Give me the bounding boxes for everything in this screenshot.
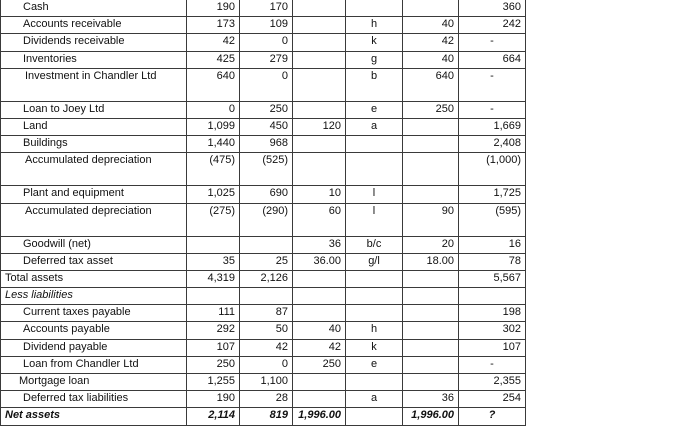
row-label-text: Accumulated depreciation xyxy=(25,154,152,167)
cell-c5 xyxy=(403,0,459,17)
row-label xyxy=(1,253,187,270)
row-label-text: Loan to Joey Ltd xyxy=(23,102,105,115)
table-row xyxy=(1,34,526,51)
row-label-text: Cash xyxy=(23,1,49,13)
cell-c1: 640 xyxy=(187,68,240,101)
cell-c3 xyxy=(293,288,346,305)
cell-c5: 36 xyxy=(403,391,459,408)
cell-c1: 190 xyxy=(187,0,240,17)
cell-c3: 250 xyxy=(293,356,346,373)
row-label-text: Deferred tax asset xyxy=(23,254,113,267)
cell-c5: 250 xyxy=(403,101,459,118)
row-label xyxy=(1,408,187,425)
cell-c6: 16 xyxy=(459,236,526,253)
worksheet-rows xyxy=(1,0,526,425)
cell-c6: 198 xyxy=(459,305,526,322)
cell-c2: 109 xyxy=(240,17,293,34)
cell-c1: 425 xyxy=(187,51,240,68)
cell-c6: - xyxy=(459,356,526,373)
cell-c1: (475) xyxy=(187,153,240,186)
cell-c4: e xyxy=(346,356,403,373)
row-label xyxy=(1,101,187,118)
table-row xyxy=(1,153,526,186)
cell-c6: (1,000) xyxy=(459,153,526,186)
cell-c4: l xyxy=(346,186,403,203)
row-label-text: Accounts receivable xyxy=(23,18,122,31)
cell-c1: 1,025 xyxy=(187,186,240,203)
cell-c2 xyxy=(240,236,293,253)
cell-c2: 170 xyxy=(240,0,293,17)
cell-c1: 35 xyxy=(187,253,240,270)
cell-c6: 360 xyxy=(459,0,526,17)
cell-c5 xyxy=(403,288,459,305)
cell-c5 xyxy=(403,118,459,135)
row-label-text: Buildings xyxy=(23,137,68,150)
cell-c4: h xyxy=(346,322,403,339)
cell-c5: 40 xyxy=(403,17,459,34)
row-label xyxy=(1,270,187,287)
cell-c6: 242 xyxy=(459,17,526,34)
cell-c1 xyxy=(187,288,240,305)
table-row xyxy=(1,288,526,305)
cell-c2: 28 xyxy=(240,391,293,408)
cell-c5 xyxy=(403,339,459,356)
cell-c6: 2,355 xyxy=(459,374,526,391)
cell-c6: ? xyxy=(459,408,526,425)
cell-c2: 968 xyxy=(240,136,293,153)
cell-c3 xyxy=(293,153,346,186)
row-label-text: Loan from Chandler Ltd xyxy=(23,357,139,370)
cell-c4: k xyxy=(346,339,403,356)
cell-c2: 2,126 xyxy=(240,270,293,287)
cell-c6 xyxy=(459,288,526,305)
table-row xyxy=(1,270,526,287)
table-row xyxy=(1,0,526,17)
cell-c5 xyxy=(403,186,459,203)
cell-c3: 10 xyxy=(293,186,346,203)
cell-c3: 40 xyxy=(293,322,346,339)
row-label xyxy=(1,17,187,34)
cell-c4 xyxy=(346,0,403,17)
table-row xyxy=(1,236,526,253)
cell-c3: 36 xyxy=(293,236,346,253)
row-label xyxy=(1,0,187,17)
cell-c3: 120 xyxy=(293,118,346,135)
cell-c3 xyxy=(293,68,346,101)
table-row xyxy=(1,186,526,203)
table-row xyxy=(1,408,526,425)
cell-c2: (290) xyxy=(240,203,293,236)
row-label xyxy=(1,391,187,408)
cell-c6: 5,567 xyxy=(459,270,526,287)
row-label-text: Deferred tax liabilities xyxy=(23,392,129,405)
cell-c6: 1,669 xyxy=(459,118,526,135)
cell-c2 xyxy=(240,288,293,305)
cell-c1: (275) xyxy=(187,203,240,236)
cell-c3 xyxy=(293,101,346,118)
cell-c5: 90 xyxy=(403,203,459,236)
row-label xyxy=(1,118,187,135)
cell-c4 xyxy=(346,408,403,425)
cell-c1: 0 xyxy=(187,101,240,118)
cell-c5 xyxy=(403,136,459,153)
cell-c5 xyxy=(403,374,459,391)
cell-c3: 36.00 xyxy=(293,253,346,270)
row-label-text: Dividend payable xyxy=(23,340,108,353)
cell-c6: 1,725 xyxy=(459,186,526,203)
row-label xyxy=(1,186,187,203)
cell-c4 xyxy=(346,270,403,287)
cell-c1: 190 xyxy=(187,391,240,408)
row-label xyxy=(1,339,187,356)
row-label-text: Inventories xyxy=(23,52,77,65)
cell-c2: 25 xyxy=(240,253,293,270)
cell-c4: k xyxy=(346,34,403,51)
cell-c4: a xyxy=(346,118,403,135)
cell-c6: 302 xyxy=(459,322,526,339)
cell-c1 xyxy=(187,236,240,253)
row-label xyxy=(1,374,187,391)
cell-c1: 2,114 xyxy=(187,408,240,425)
table-row xyxy=(1,339,526,356)
cell-c1: 42 xyxy=(187,34,240,51)
cell-c1: 111 xyxy=(187,305,240,322)
row-label-text: Accounts payable xyxy=(23,323,110,336)
cell-c3 xyxy=(293,34,346,51)
cell-c4: g xyxy=(346,51,403,68)
cell-c4: l xyxy=(346,203,403,236)
cell-c6: (595) xyxy=(459,203,526,236)
cell-c2: 87 xyxy=(240,305,293,322)
cell-c1: 173 xyxy=(187,17,240,34)
row-label-text: Net assets xyxy=(5,409,61,422)
cell-c4: b xyxy=(346,68,403,101)
cell-c6: 664 xyxy=(459,51,526,68)
table-row xyxy=(1,101,526,118)
row-label-text: Dividends receivable xyxy=(23,35,125,48)
cell-c3: 60 xyxy=(293,203,346,236)
cell-c1: 1,255 xyxy=(187,374,240,391)
row-label xyxy=(1,136,187,153)
row-label xyxy=(1,305,187,322)
cell-c3 xyxy=(293,270,346,287)
cell-c2: 690 xyxy=(240,186,293,203)
cell-c5: 20 xyxy=(403,236,459,253)
cell-c5 xyxy=(403,270,459,287)
cell-c3 xyxy=(293,17,346,34)
cell-c2: 819 xyxy=(240,408,293,425)
cell-c4 xyxy=(346,136,403,153)
cell-c1: 1,099 xyxy=(187,118,240,135)
cell-c3 xyxy=(293,0,346,17)
table-row xyxy=(1,305,526,322)
cell-c5 xyxy=(403,356,459,373)
cell-c4: e xyxy=(346,101,403,118)
cell-c2: 1,100 xyxy=(240,374,293,391)
cell-c4 xyxy=(346,305,403,322)
cell-c5: 640 xyxy=(403,68,459,101)
cell-c6: - xyxy=(459,101,526,118)
cell-c1: 250 xyxy=(187,356,240,373)
cell-c4: h xyxy=(346,17,403,34)
table-row xyxy=(1,356,526,373)
cell-c4 xyxy=(346,153,403,186)
table-row xyxy=(1,253,526,270)
row-label-text: Less liabilities xyxy=(5,289,73,302)
row-label xyxy=(1,288,187,305)
row-label xyxy=(1,153,187,186)
table-row xyxy=(1,68,526,101)
cell-c1: 4,319 xyxy=(187,270,240,287)
cell-c3 xyxy=(293,391,346,408)
cell-c1: 292 xyxy=(187,322,240,339)
cell-c3: 42 xyxy=(293,339,346,356)
table-row xyxy=(1,17,526,34)
row-label-text: Total assets xyxy=(5,271,64,284)
cell-c2: 250 xyxy=(240,101,293,118)
cell-c4: g/l xyxy=(346,253,403,270)
cell-c3 xyxy=(293,51,346,68)
cell-c5 xyxy=(403,305,459,322)
cell-c5: 42 xyxy=(403,34,459,51)
cell-c2: 0 xyxy=(240,34,293,51)
row-label xyxy=(1,236,187,253)
table-row xyxy=(1,118,526,135)
cell-c6: 107 xyxy=(459,339,526,356)
cell-c2: 450 xyxy=(240,118,293,135)
cell-c5: 18.00 xyxy=(403,253,459,270)
row-label-text: Current taxes payable xyxy=(23,306,131,319)
cell-c1: 1,440 xyxy=(187,136,240,153)
cell-c2: 0 xyxy=(240,68,293,101)
cell-c5 xyxy=(403,153,459,186)
table-row xyxy=(1,391,526,408)
cell-c6: - xyxy=(459,68,526,101)
cell-c3: 1,996.00 xyxy=(293,408,346,425)
row-label xyxy=(1,34,187,51)
row-label-text: Mortgage loan xyxy=(19,375,90,387)
cell-c6: 254 xyxy=(459,391,526,408)
row-label xyxy=(1,51,187,68)
cell-c5: 40 xyxy=(403,51,459,68)
cell-c4: b/c xyxy=(346,236,403,253)
row-label-text: Goodwill (net) xyxy=(23,237,91,250)
cell-c5: 1,996.00 xyxy=(403,408,459,425)
table-row xyxy=(1,374,526,391)
cell-c2: 0 xyxy=(240,356,293,373)
row-label-text: Land xyxy=(23,119,48,132)
cell-c3 xyxy=(293,305,346,322)
table-row xyxy=(1,203,526,236)
cell-c2: 279 xyxy=(240,51,293,68)
cell-c2: 42 xyxy=(240,339,293,356)
row-label-text: Accumulated depreciation xyxy=(25,204,152,217)
row-label xyxy=(1,356,187,373)
cell-c4 xyxy=(346,288,403,305)
row-label-text: Investment in Chandler Ltd xyxy=(25,69,157,82)
cell-c5 xyxy=(403,322,459,339)
cell-c6: 78 xyxy=(459,253,526,270)
cell-c2: (525) xyxy=(240,153,293,186)
cell-c1: 107 xyxy=(187,339,240,356)
row-label-text: Plant and equipment xyxy=(23,187,124,200)
row-label xyxy=(1,322,187,339)
cell-c4: a xyxy=(346,391,403,408)
table-row xyxy=(1,51,526,68)
cell-c3 xyxy=(293,136,346,153)
row-label xyxy=(1,203,187,236)
table-row xyxy=(1,136,526,153)
cell-c3 xyxy=(293,374,346,391)
cell-c6: - xyxy=(459,34,526,51)
table-row xyxy=(1,322,526,339)
cell-c2: 50 xyxy=(240,322,293,339)
cell-c4 xyxy=(346,374,403,391)
cell-c6: 2,408 xyxy=(459,136,526,153)
row-label xyxy=(1,68,187,101)
